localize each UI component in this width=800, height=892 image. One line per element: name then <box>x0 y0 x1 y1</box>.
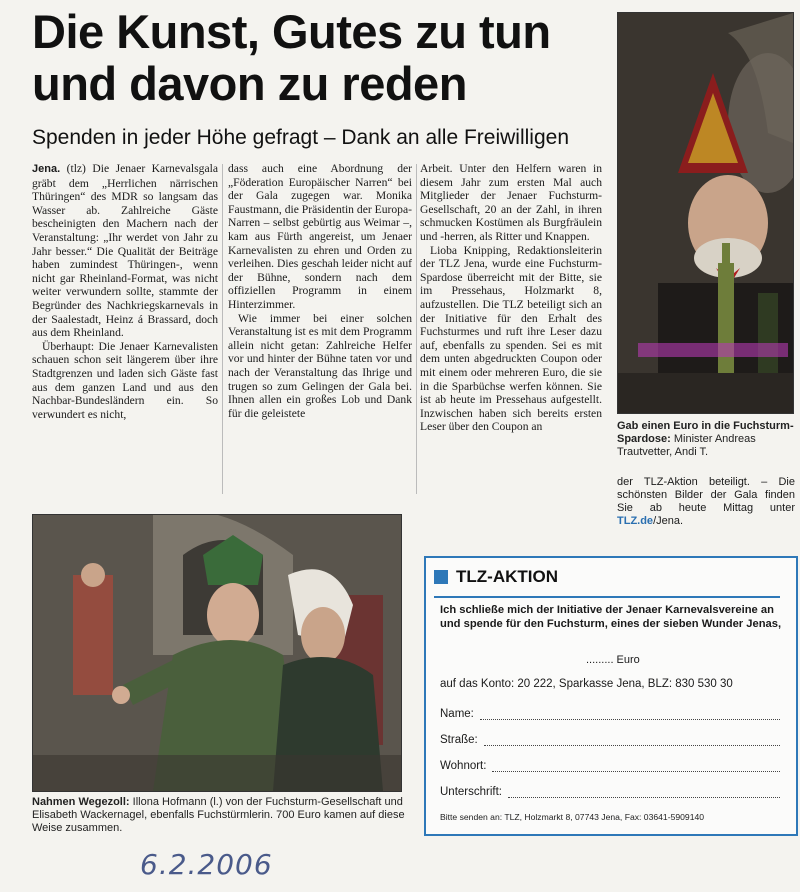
photo-jester-illustration <box>618 13 793 413</box>
photo-costumed-women-illustration <box>33 515 401 791</box>
article-continuation: der TLZ-Aktion beteiligt. – Die schönsten Bilder der Gala finden Sie ab heute Mittag unter TLZ.de/Jena. <box>617 476 795 527</box>
paragraph: Wie immer bei einer solchen Veranstaltung ist es mit dem Programm allein nicht getan: Zahlreiche Helfer vor und hinter der Bühne taten vor und nach der Veranstaltung das Ihrige und trugen so zum Gelingen der Gala bei. Ihnen allen ein großes Lob und Dank für die geleistete <box>228 311 412 420</box>
column-divider <box>222 164 223 494</box>
headline-line-1: Die Kunst, Gutes zu tun <box>32 5 551 58</box>
article-column-2 <box>228 162 412 498</box>
photo-costumed-women-caption <box>32 796 406 835</box>
photo-costumed-women <box>32 514 402 792</box>
tlz-link[interactable]: TLZ.de <box>617 515 654 527</box>
city-line[interactable] <box>492 761 780 772</box>
street-field[interactable] <box>440 734 780 746</box>
coupon-account: auf das Konto: 20 222, Sparkasse Jena, BLZ: 830 530 30 <box>440 678 733 690</box>
city-field[interactable] <box>440 760 780 772</box>
headline <box>32 6 592 110</box>
caption-bold: Nahmen Wegezoll: <box>32 796 130 808</box>
street-line[interactable] <box>484 735 780 746</box>
name-label: Name: <box>440 708 474 720</box>
photo-jester <box>617 12 794 414</box>
paragraph: dass auch eine Abordnung der „Föderation Europäischer Narren“ bei der Gala zugegen war. Monika Faustmann, die Präsidentin der Europa-Narren – selbst gebürtig aus Weimar –, kam aus Fürth angereist, um Jenaer Karnevalisten zu ehren und Orden zu verleihen. Dies geschah leider nicht auf der Bühne, sondern nach dem offiziellen Programm in einem Hinterzimmer. <box>228 162 412 311</box>
paragraph: Lioba Knipping, Redaktionsleiterin der TLZ Jena, wurde eine Fuchsturm-Spardose überreicht mit der Bitte, sie im Pressehaus, Holzmarkt 8, aufzustellen. Die TLZ beteiligt sich an der Initiative für den Erhalt des Fuchsturmes und ruft ihre Leser dazu auf, ebenfalls zu spenden. Sei es mit dem unten abgedruckten Coupon oder mit einem oder mehreren Euro, die sie in die Sparbüchse werfen können. Sie ist ab heute im Pressehaus aufgestellt. Inzwischen haben sich bereits ersten Leser über den Coupon an <box>420 243 602 434</box>
photo-jester-caption <box>617 420 795 459</box>
signature-label: Unterschrift: <box>440 786 502 798</box>
handwritten-date: 6.2.2006 <box>140 848 273 881</box>
dateline: Jena. <box>32 163 61 175</box>
article-column-1 <box>32 162 218 498</box>
coupon-title: TLZ-AKTION <box>456 567 558 586</box>
coupon-rule <box>434 596 780 598</box>
name-line[interactable] <box>480 709 780 720</box>
caption-text: Minister Andreas Trautvetter, Andi T. <box>617 433 756 458</box>
tlz-aktion-coupon <box>424 556 798 836</box>
coupon-footer: Bitte senden an: TLZ, Holzmarkt 8, 07743 Jena, Fax: 03641-5909140 <box>440 812 705 822</box>
signature-field[interactable] <box>440 786 780 798</box>
coupon-amount-field[interactable]: ......... Euro <box>586 654 640 666</box>
column-divider <box>416 164 417 494</box>
caption-text: Illona Hofmann (l.) von der Fuchsturm-Gesellschaft und Elisabeth Wackernagel, ebenfalls Fuchstürmlerin. 700 Euro kamen auf diese Weise zusammen. <box>32 796 405 834</box>
headline-line-2: und davon zu reden <box>32 57 467 110</box>
paragraph: Arbeit. Unter den Helfern waren in diesem Jahr zum ersten Mal auch Mitglieder der Jenaer Fuchsturm-Gesellschaft, 20 an der Zahl, in ihren schmucken Kostümen als Burgfräulein und -herren, als Ritter und Knappen. <box>420 162 602 243</box>
square-icon <box>434 570 448 584</box>
name-field[interactable] <box>440 708 780 720</box>
street-label: Straße: <box>440 734 478 746</box>
city-label: Wohnort: <box>440 760 487 772</box>
caption-bold: Gab einen Euro in die Fuchsturm-Spardose: <box>617 420 794 445</box>
subheadline: Spenden in jeder Höhe gefragt – Dank an alle Freiwilligen <box>32 126 569 149</box>
coupon-header <box>434 566 558 588</box>
article-column-3 <box>420 162 602 530</box>
paragraph: Überhaupt: Die Jenaer Karnevalisten schauen schon seit längerem über ihre Stadtgrenzen und laden sich Gäste fast aus dem ganzen Land und aus den Nachbar-Bundesländern ein. So verwundert es nicht, <box>32 339 218 421</box>
coupon-text: Ich schließe mich der Initiative der Jenaer Karnevalsvereine an und spende für den Fuchsturm, eines der sieben Wunder Jenas, <box>440 604 782 630</box>
paragraph: Jena. (tlz) Die Jenaer Karnevalsgala gräbt dem „Herrlichen närrischen Thüringen“ des MDR so langsam das Wasser ab. Zahlreiche Gäste bescheinigten den Machern nach der Veranstaltung: „Ihr werdet von Jahr zu Jahr besser.“ Die Qualität der Beiträge haben zumindest Thüringen-, wenn nicht gar Rheinland-Format, was nicht weiter verwundern sollte, stammte der Begründer des Nachkriegskarnevals in der Saalestadt, Heinz á Brassard, doch aus dem Rheinland. <box>32 162 218 340</box>
signature-line[interactable] <box>508 787 780 798</box>
